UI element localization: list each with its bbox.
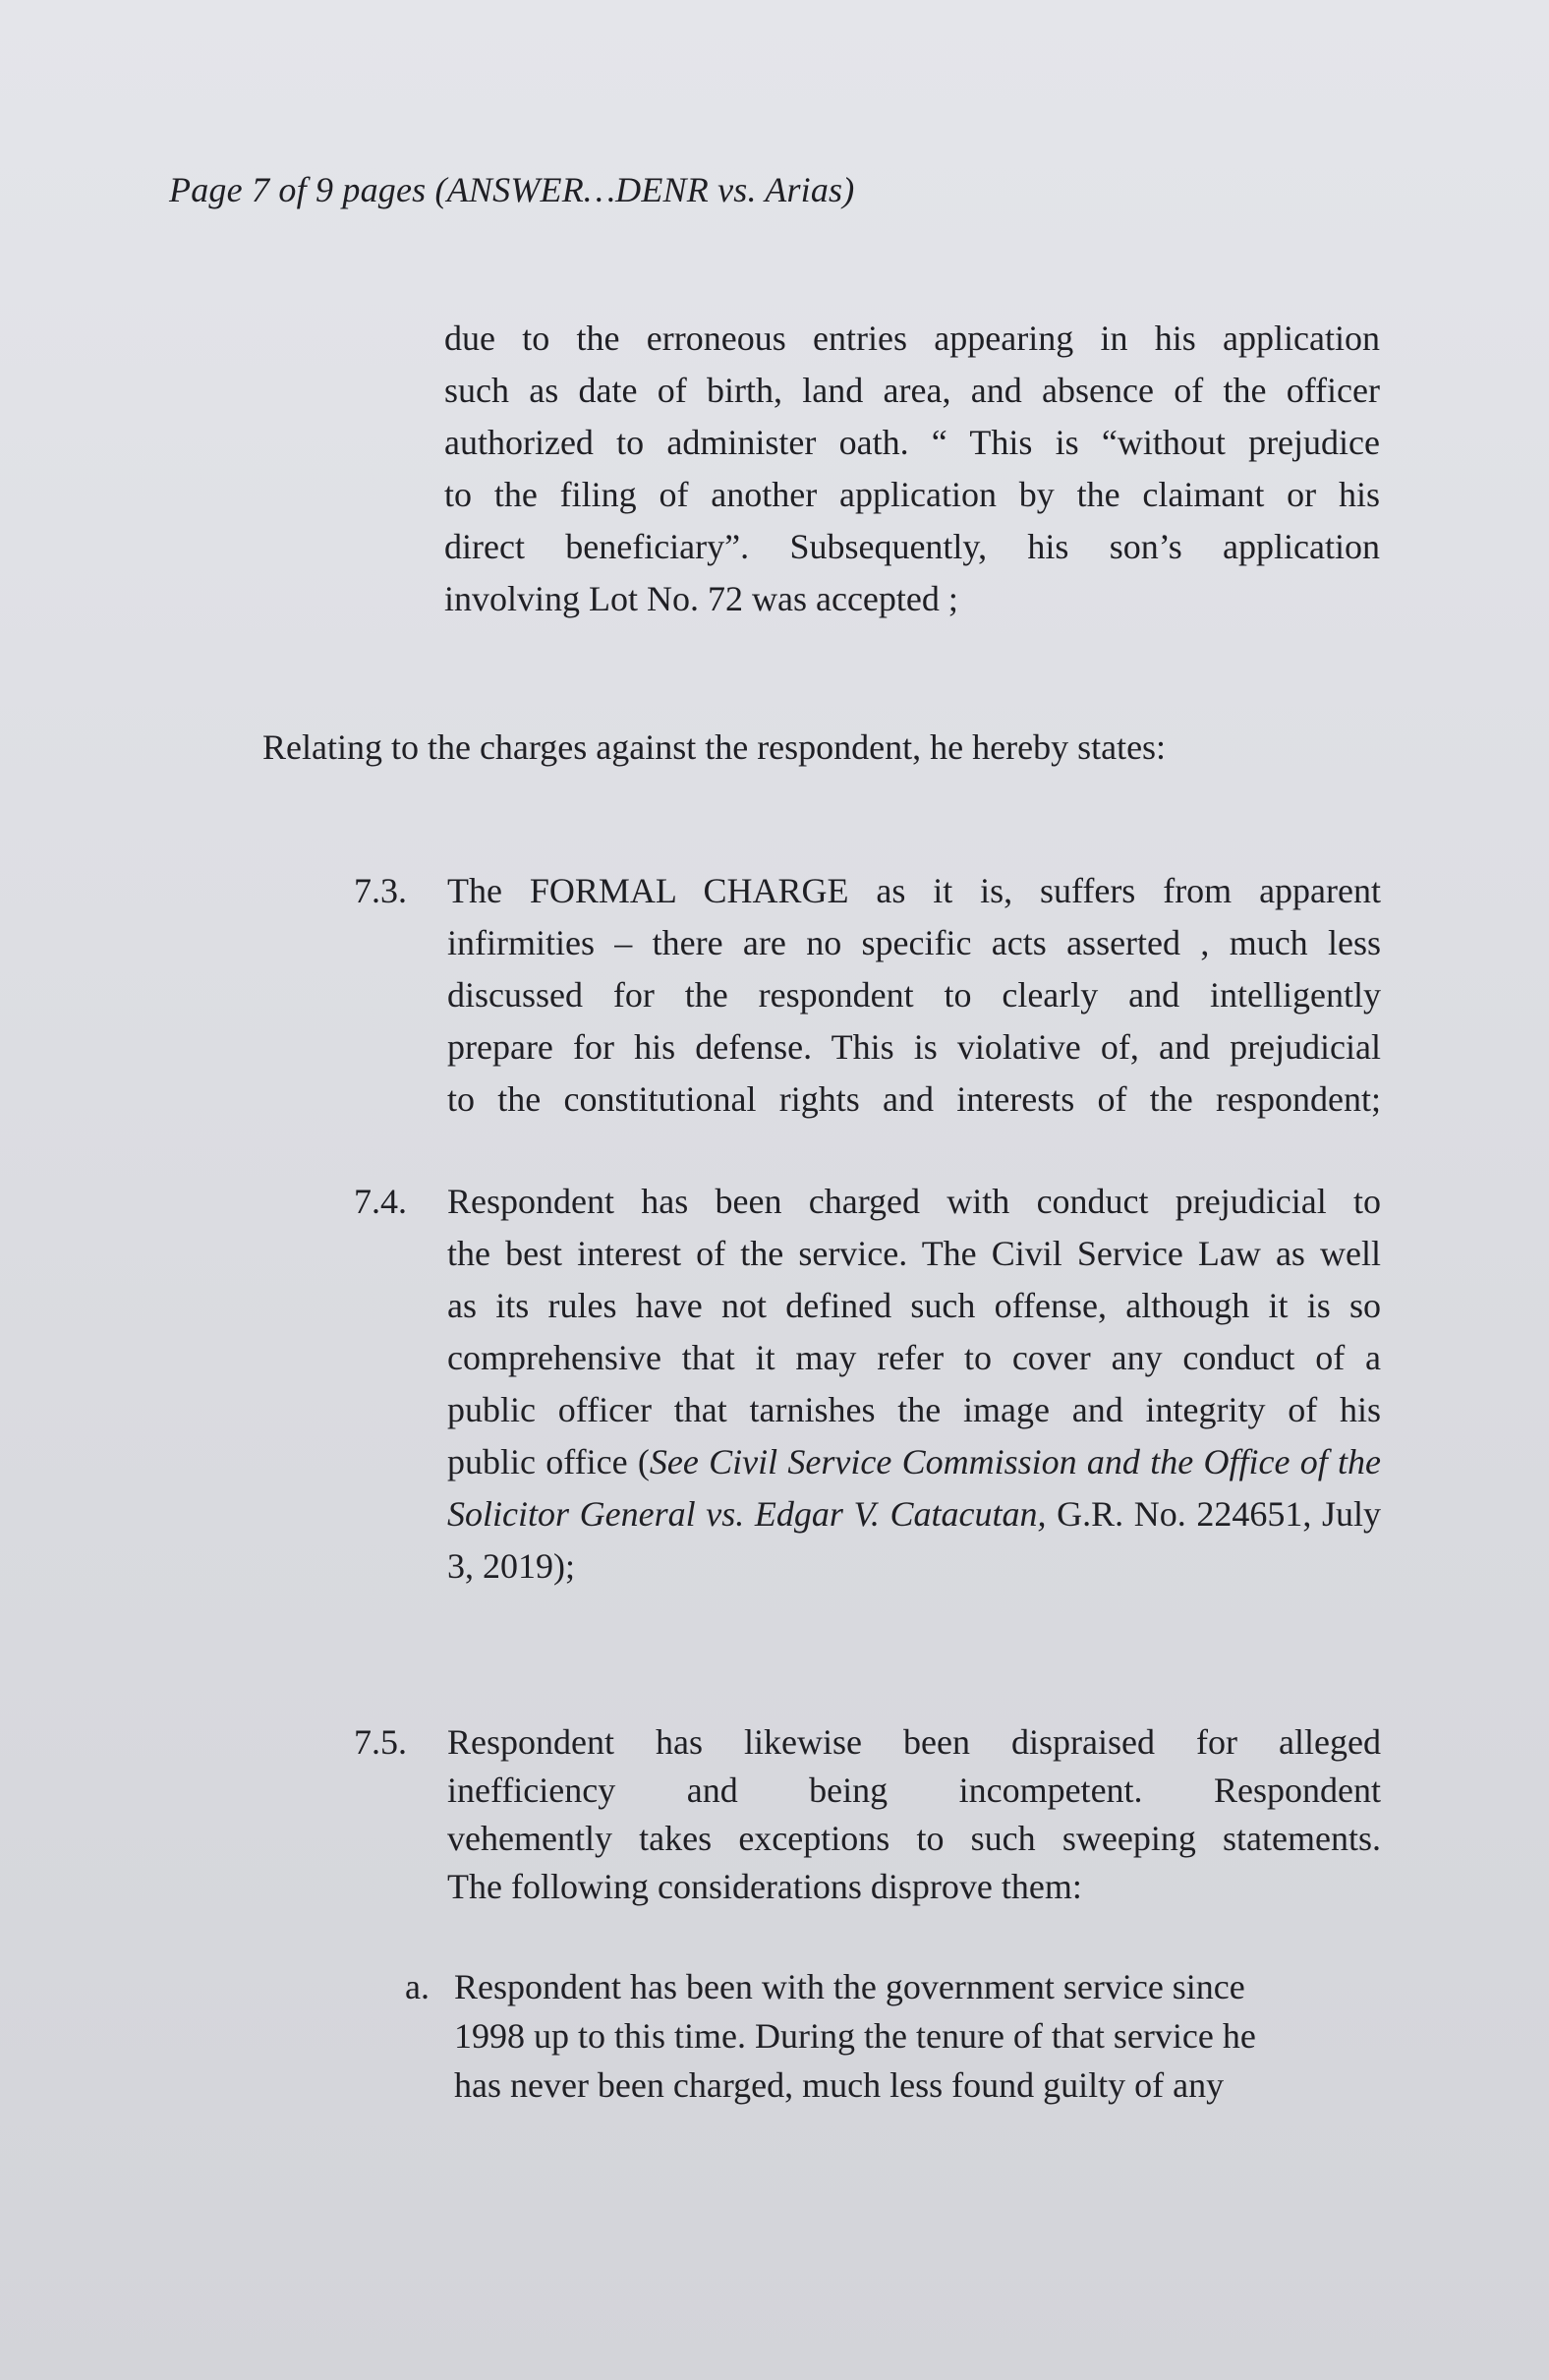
- text-line: to the constitutional rights and interests of the respondent;: [447, 1079, 1381, 1119]
- text-line: inefficiency and being incompetent. Respondent: [447, 1770, 1381, 1810]
- text-line: prepare for his defense. This is violative of, and prejudicial: [447, 1027, 1381, 1067]
- text-line: 3, 2019);: [447, 1546, 575, 1586]
- item-number: 7.3.: [354, 871, 407, 910]
- text-line: Respondent has been charged with conduct prejudicial to: [447, 1182, 1381, 1221]
- item-7-5-paragraph: [447, 1718, 1381, 1911]
- text-line: infirmities – there are no specific acts asserted , much less: [447, 923, 1381, 962]
- sub-item-a-paragraph: [454, 1962, 1368, 2110]
- item-7-3-paragraph: [447, 865, 1381, 1126]
- text-line: The following considerations disprove them:: [447, 1867, 1082, 1906]
- text-line: has never been charged, much less found guilty of any: [454, 2065, 1225, 2105]
- item-7-4-paragraph: [447, 1176, 1381, 1593]
- text-line: such as date of birth, land area, and absence of the officer: [444, 371, 1380, 410]
- text-line: The FORMAL CHARGE as it is, suffers from apparent: [447, 871, 1381, 910]
- text-line: 1998 up to this time. During the tenure of that service he: [454, 2016, 1256, 2056]
- text-line: involving Lot No. 72 was accepted ;: [444, 579, 958, 618]
- item-number: 7.4.: [354, 1182, 407, 1221]
- text-segment: G.R. No. 224651, July: [1046, 1494, 1381, 1534]
- text-line: [447, 1436, 1381, 1488]
- text-line: to the filing of another application by the claimant or his: [444, 475, 1380, 514]
- text-line: as its rules have not defined such offense, although it is so: [447, 1286, 1381, 1325]
- citation-italic: Solicitor General vs. Edgar V. Catacutan,: [447, 1494, 1047, 1534]
- citation-italic: See Civil Service Commission and the Office of the: [649, 1442, 1381, 1481]
- sub-item-letter: a.: [405, 1967, 430, 2006]
- text-line: comprehensive that it may refer to cover any conduct of a: [447, 1338, 1381, 1377]
- text-line: [447, 1488, 1381, 1540]
- text-line: public officer that tarnishes the image and integrity of his: [447, 1390, 1381, 1429]
- relating-statement: Relating to the charges against the respondent, he hereby states:: [262, 727, 1167, 767]
- text-line: direct beneficiary”. Subsequently, his son’s application: [444, 527, 1380, 566]
- text-line: Respondent has likewise been dispraised for alleged: [447, 1722, 1381, 1762]
- text-line: the best interest of the service. The Civil Service Law as well: [447, 1234, 1381, 1273]
- text-line: Respondent has been with the government service since: [454, 1967, 1245, 2006]
- item-number: 7.5.: [354, 1722, 407, 1762]
- text-line: due to the erroneous entries appearing in his application: [444, 319, 1380, 358]
- text-segment: public office (: [447, 1442, 650, 1481]
- text-line: authorized to administer oath. “ This is “without prejudice: [444, 423, 1380, 462]
- text-line: discussed for the respondent to clearly and intelligently: [447, 975, 1381, 1015]
- intro-paragraph: [444, 313, 1380, 625]
- page-header: Page 7 of 9 pages (ANSWER…DENR vs. Arias): [169, 170, 855, 209]
- text-line: vehemently takes exceptions to such sweeping statements.: [447, 1819, 1381, 1858]
